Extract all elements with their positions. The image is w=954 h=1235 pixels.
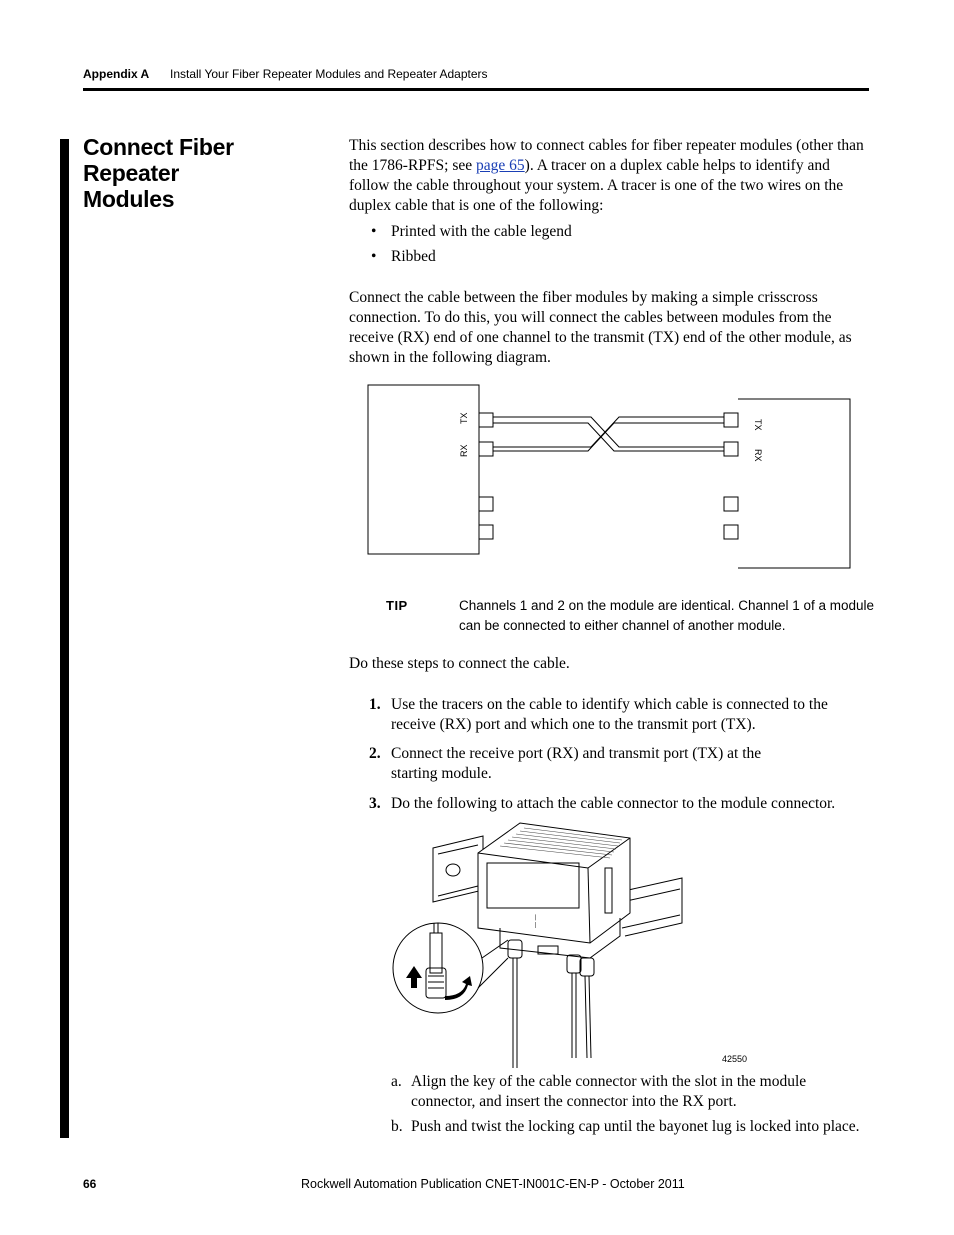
left-port-4 bbox=[479, 525, 493, 539]
substep-label: b. bbox=[391, 1118, 403, 1135]
right-tx-label: TX bbox=[753, 419, 763, 431]
left-port-3 bbox=[479, 497, 493, 511]
rail-edge bbox=[622, 889, 680, 902]
intro-paragraph bbox=[349, 136, 869, 216]
tip-label: TIP bbox=[386, 598, 408, 613]
section-change-bar bbox=[60, 139, 69, 1138]
rail-screw bbox=[446, 864, 460, 876]
substep-text: Align the key of the cable connector with the slot in the module connector, and insert the connector into the RX port. bbox=[411, 1073, 807, 1110]
step-number: 2. bbox=[369, 745, 381, 762]
step-text: Do the following to attach the cable connector to the module connector. bbox=[391, 795, 836, 812]
cable-left-tx-to-right-rx bbox=[493, 417, 724, 447]
cable-connector-2 bbox=[567, 955, 581, 973]
bullet-dot: • bbox=[371, 223, 377, 240]
section-title-line2: Modules bbox=[83, 186, 175, 212]
tip-text: Channels 1 and 2 on the module are identical. Channel 1 of a module can be connected to either channel of another module. bbox=[459, 598, 875, 633]
bullet-text: Ribbed bbox=[391, 248, 436, 265]
right-port-3 bbox=[724, 497, 738, 511]
bullet-item bbox=[371, 222, 572, 242]
cable-2 bbox=[572, 973, 576, 1058]
substep-text: Push and twist the locking cap until the bayonet lug is locked into place. bbox=[411, 1118, 860, 1135]
intro-text-after-link: ). A tracer on a duplex cable helps to identify and follow the cable throughout your system. A tracer is one of the two wires on the duplex cable that is one of the following: bbox=[349, 157, 844, 214]
section-title-line1: Connect Fiber Repeater bbox=[83, 134, 234, 186]
right-rx-label: RX bbox=[753, 449, 763, 462]
step-number: 1. bbox=[369, 696, 381, 713]
left-rx-port bbox=[479, 442, 493, 456]
bullet-item bbox=[371, 247, 436, 267]
page-number: 66 bbox=[83, 1177, 97, 1191]
intro-text-before-link: This section describes how to connect cables for fiber repeater modules (other than the 1786-RPFS; see bbox=[349, 137, 864, 174]
section-title bbox=[83, 134, 323, 212]
crisscross-paragraph: Connect the cable between the fiber modules by making a simple crisscross connection. To do this, you will connect the cables between modules from the receive (RX) end of one channel to the transmit (TX) end of the other module, as shown in the following diagram. bbox=[349, 289, 852, 366]
step-number: 3. bbox=[369, 795, 381, 812]
bullet-dot: • bbox=[371, 248, 377, 265]
step-text: Use the tracers on the cable to identify which cable is connected to the receive (RX) port and which one to the transmit port (TX). bbox=[391, 696, 828, 733]
steps-intro: Do these steps to connect the cable. bbox=[349, 655, 570, 672]
figure-number: 42550 bbox=[722, 1054, 748, 1064]
connector-illustration bbox=[390, 818, 690, 1070]
rail-edge bbox=[438, 886, 478, 896]
publication-info: Rockwell Automation Publication CNET-IN001C-EN-P - October 2011 bbox=[301, 1177, 685, 1191]
cable-left-rx-to-right-tx bbox=[493, 417, 724, 447]
cable-1 bbox=[513, 958, 517, 1068]
substep-label: a. bbox=[391, 1073, 402, 1090]
chapter-title: Install Your Fiber Repeater Modules and Repeater Adapters bbox=[170, 67, 488, 81]
cable-3 bbox=[585, 976, 591, 1058]
right-port-4 bbox=[724, 525, 738, 539]
rail-edge bbox=[622, 915, 680, 928]
right-rx-port bbox=[724, 442, 738, 456]
step-text: Connect the receive port (RX) and transmit port (TX) at the starting module. bbox=[391, 745, 762, 782]
module-body bbox=[478, 823, 630, 943]
page-65-link[interactable]: page 65 bbox=[476, 157, 525, 174]
cable-connector-3 bbox=[580, 958, 594, 976]
rail-edge bbox=[438, 845, 478, 854]
left-tx-label: TX bbox=[459, 412, 469, 424]
left-tx-port bbox=[479, 413, 493, 427]
right-tx-port bbox=[724, 413, 738, 427]
left-rx-label: RX bbox=[459, 444, 469, 457]
crisscross-diagram bbox=[366, 383, 856, 573]
left-module bbox=[368, 385, 479, 554]
port-marking: — — bbox=[533, 914, 539, 928]
header-rule bbox=[83, 88, 869, 91]
appendix-label: Appendix A bbox=[83, 67, 150, 81]
bullet-text: Printed with the cable legend bbox=[391, 223, 572, 240]
